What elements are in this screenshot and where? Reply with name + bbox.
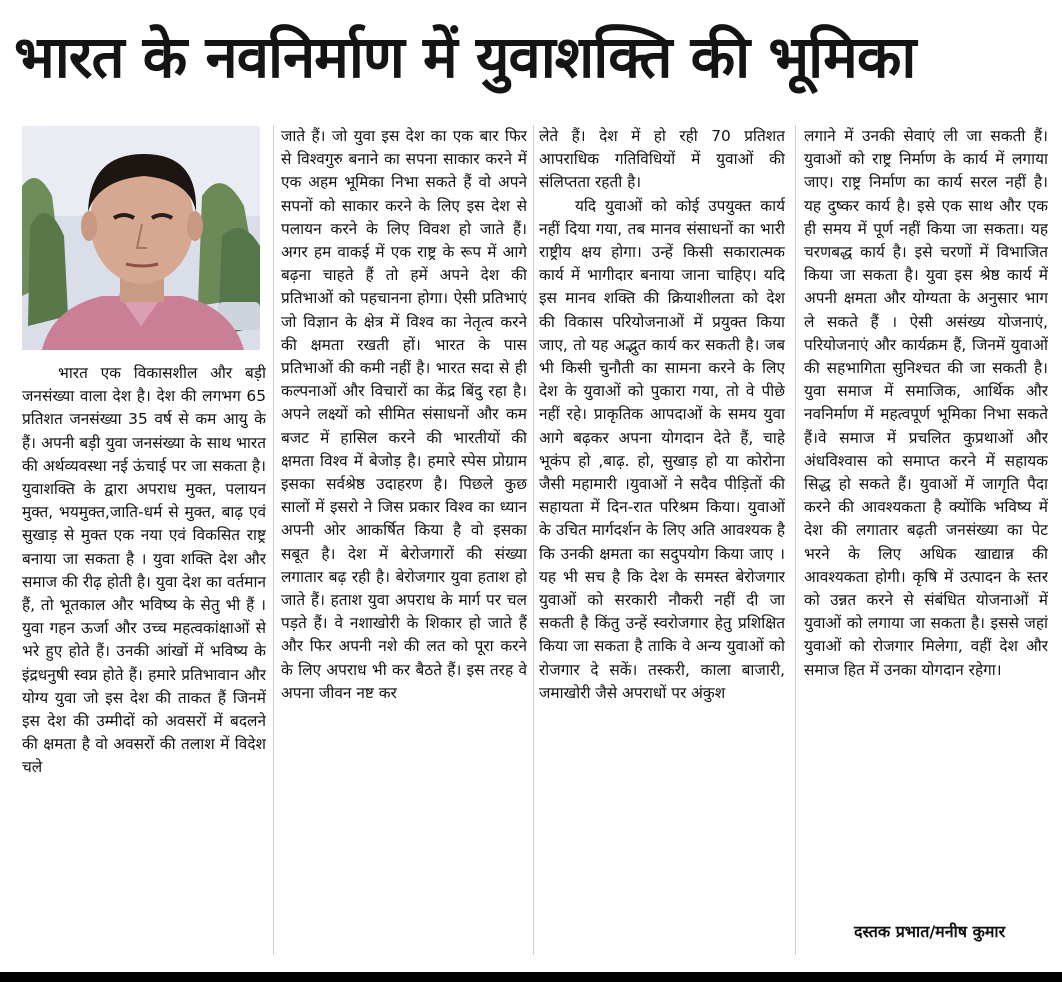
author-portrait-icon	[22, 126, 260, 350]
article-headline: भारत के नवनिर्माण में युवाशक्ति की भूमिका	[14, 23, 916, 91]
article-paragraph: लेते हैं। देश में हो रही 70 प्रतिशत आपराधिक गतिविधियों में युवाओं की संलिप्तता रहती है।	[539, 127, 785, 192]
column-divider	[273, 125, 274, 955]
author-photo	[22, 126, 260, 350]
article-column-1	[22, 362, 266, 950]
article-paragraph: यदि युवाओं को कोई उपयुक्त कार्य नहीं दिया गया, तब मानव संसाधनों का भारी राष्ट्रीय क्षय होगा। उन्हें किसी सकारात्मक कार्य में भागीदार बनाया जाना चाहिए। यदि इस मानव शक्ति की क्रियाशीलता को देश की विकास परियोजनाओं में प्रयुक्त किया जाए, तो यह अद्भुत कार्य कर सकती है। जब भी किसी चुनौती का सामना करने के लिए देश के युवाओं को पुकारा गया, तो वे पीछे नहीं रहे। प्राकृतिक आपदाओं के समय युवा आगे बढ़कर अपना योगदान देते हैं, चाहे भूकंप हो ,बाढ़. हो, सुखाड़ हो या कोरोना जैसी महामारी ।युवाओं ने सदैव पीड़ितों की सहायता में दिन-रात परिश्रम किया। युवाओं के उचित मार्गदर्शन के लिए अति आवश्यक है कि उनकी क्षमता का सदुपयोग किया जाए ।यह भी सच है कि देश के समस्त बेरोजगार युवाओं को सरकारी नौकरी नहीं दी जा सकती है किंतु उन्हें स्वरोजगार हेतु प्रशिक्षित किया जा सकता है ताकि वे अन्य युवाओं को रोजगार दे सकें। तस्करी, काला बाजारी, जमाखोरी जैसे अपराधों पर अंकुश	[539, 196, 785, 702]
article-paragraph: लगाने में उनकी सेवाएं ली जा सकती हैं। युवाओं को राष्ट्र निर्माण के कार्य में लगाया जाए। राष्ट्र निर्माण का कार्य सरल नहीं है। यह दुष्कर कार्य है। इसे एक साथ और एक ही समय में पूर्ण नहीं किया जा सकता। यह चरणबद्ध कार्य है। इसे चरणों में विभाजित किया जा सकता है। युवा इस श्रेष्ठ कार्य में अपनी क्षमता और योग्यता के अनुसार भाग ले सकते हैं । ऐसी असंख्य योजनाएं, परियोजनाएं और कार्यक्रम हैं, जिनमें युवाओं की सहभागिता सुनिश्चत की जा सकती है। युवा समाज में समाजिक, आर्थिक और नवनिर्माण में महत्वपूर्ण भूमिका निभा सकते हैं।वे समाज में प्रचलित कुप्रथाओं और अंधविश्वास को समाप्त करने में सहायक सिद्ध हो सकते हैं। युवाओं में जागृति पैदा करने की आवश्यकता है क्योंकि भविष्य में देश की लगातार बढ़ती जनसंख्या का पेट भरने के लिए अधिक खाद्यान्न की आवश्यकता होगी। कृषि में उत्पादन के स्तर को उन्नत करने से संबंधित योजनाओं में युवाओं को लगाया जा सकता है। इससे जहां युवाओं को रोजगार मिलेगा, वहीं देश और समाज हित में उनका योगदान रहेगा।	[804, 127, 1048, 679]
article-byline: दस्तक प्रभात/मनीष कुमार	[854, 922, 1006, 941]
column-divider	[533, 125, 534, 955]
article-column-3	[539, 125, 785, 950]
bottom-border	[0, 972, 1062, 982]
column-divider	[795, 125, 796, 955]
article-column-4	[804, 125, 1048, 925]
article-paragraph: जाते हैं। जो युवा इस देश का एक बार फिर से विश्वगुरु बनाने का सपना साकार करने में एक अहम भूमिका निभा सकते हैं वो अपने सपनों को साकार करने के लिए इस देश से पलायन करने के लिए विवश हो जाते हैं। अगर हम वाकई में एक राष्ट्र के रूप में आगे बढ़ना चाहते हैं तो हमें अपने देश की प्रतिभाओं को पहचानना होगा। ऐसी प्रतिभाएं जो विज्ञान के क्षेत्र में विश्व का नेतृत्व करने की क्षमता रखती हों। भारत के पास प्रतिभाओं की कमी नहीं है। भारत सदा से ही कल्पनाओं और विचारों का केंद्र बिंदु रहा है। अपने लक्ष्यों को सीमित संसाधनों और कम बजट में हासिल करने की भारतीयों की क्षमता विश्व में बेजोड़ है। हमारे स्पेस प्रोग्राम इसका सर्वश्रेष्ठ उदाहरण है। पिछले कुछ सालों में इसरो ने जिस प्रकार विश्व का ध्यान अपनी ओर आकर्षित किया है वो इसका सबूत है। देश में बेरोजगारों की संख्या लगातार बढ़ रही है। बेरोजगार युवा हताश हो जाते हैं। हताश युवा अपराध के मार्ग पर चल पड़ते हैं। वे नशाखोरी के शिकार हो जाते हैं और फिर अपनी नशे की लत को पूरा करने के लिए अपराध भी कर बैठते हैं। इस तरह वे अपना जीवन नष्ट कर	[281, 127, 527, 702]
article-paragraph: भारत एक विकासशील और बड़ी जनसंख्या वाला देश है। देश की लगभग 65 प्रतिशत जनसंख्या 35 वर्ष से कम आयु के हैं। अपनी बड़ी युवा जनसंख्या के साथ भारत की अर्थव्यवस्था नई ऊंचाई पर जा सकता है। युवाशक्ति के द्वारा अपराध मुक्त, पलायन मुक्त, भयमुक्त,जाति-धर्म से मुक्त, बाढ़ एवं सुखाड़ से मुक्त एक नया एवं विकसित राष्ट्र बनाया जा सकता है । युवा शक्ति देश और समाज की रीढ़ होती है। युवा देश का वर्तमान हैं, तो भूतकाल और भविष्य के सेतु भी हैं । युवा गहन ऊर्जा और उच्च महत्वकांक्षाओं से भरे हुए होते हैं। उनकी आंखों में भविष्य के इंद्रधनुषी स्वप्न होते हैं। हमारे प्रतिभावान और योग्य युवा जो इस देश की ताकत हैं जिनमें इस देश की उम्मीदों को अवसरों में बदलने की क्षमता है वो अवसरों की तलाश में विदेश चले	[22, 364, 266, 777]
article-column-2	[281, 125, 527, 950]
